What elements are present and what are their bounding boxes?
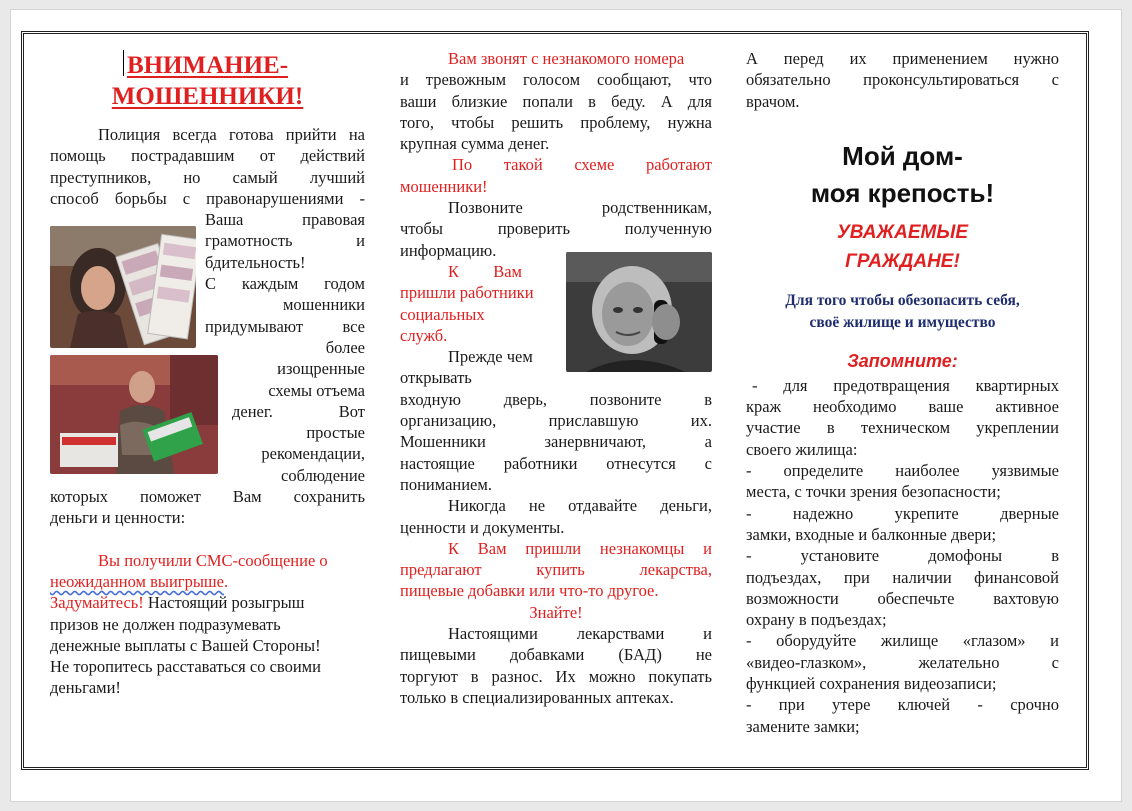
bullet-line: - для предотвращения квартирных: [752, 375, 1059, 395]
meds-line: пищевыми добавками (БАД) не: [400, 645, 712, 665]
dear-citizens-heading: УВАЖАЕМЫЕ ГРАЖДАНЕ!: [836, 221, 969, 272]
bullet-line: своего жилища:: [746, 439, 858, 459]
column-1: [50, 50, 365, 699]
meds-line: только в специализированных аптеках.: [400, 687, 674, 707]
wrapped-text-block-2: [50, 294, 365, 337]
door-line: организацию, приславшую их.: [400, 411, 712, 431]
text-line: которых поможет Вам сохранить: [50, 487, 365, 507]
strangers-line: предлагают купить лекарства,: [400, 560, 712, 580]
intro-line: Полиция всегда готова прийти на: [98, 125, 365, 144]
prize-line: денежные выплаты с Вашей Стороны!: [50, 635, 321, 655]
intro-line: помощь пострадавшим от действий: [50, 146, 365, 166]
call-line: и тревожным голосом сообщают, что: [400, 70, 712, 90]
bullet-line: функцией сохранения видеозаписи;: [746, 674, 997, 694]
wrapped-line: более: [325, 337, 365, 357]
strangers-line: пищевые добавки или что-то другое.: [400, 581, 659, 601]
warning-heading: ВНИМАНИЕ- МОШЕННИКИ!: [111, 52, 304, 110]
bullet-line: замки, входные и балконные двери;: [746, 524, 997, 544]
bullet-line: - оборудуйте жилище «глазом» и: [746, 631, 1059, 651]
continuation-line: врачом.: [746, 91, 800, 111]
prize-line: Задумайтесь! Настоящий розыгрыш: [50, 593, 305, 613]
protect-subtitle: Для того чтобы обезопасить себя, своё жилище и имущество: [785, 291, 1020, 331]
column-3: [746, 48, 1059, 737]
meds-line: Настоящими лекарствами и: [448, 624, 712, 644]
sms-line: Вы получили СМС-сообщение о: [98, 550, 328, 570]
call-line: крупная сумма денег.: [400, 134, 550, 154]
bullet-line: подъездах, при наличии финансовой: [746, 567, 1059, 587]
prize-line: призов не должен подразумевать: [50, 614, 281, 634]
social-line: социальных: [400, 304, 485, 324]
door-line: входную дверь, позвоните в: [400, 389, 712, 409]
door-line: открывать: [400, 368, 472, 388]
strangers-line: К Вам пришли незнакомцы и: [448, 538, 712, 558]
wrapped-line: придумывают все: [205, 316, 365, 336]
wrapped-line: изощренные: [277, 359, 365, 379]
never-line: Никогда не отдавайте деньги,: [448, 496, 712, 516]
call-line: Вам звонят с незнакомого номера: [448, 49, 685, 68]
social-line: пришли работники: [400, 283, 534, 303]
wrapped-line: мошенники: [282, 295, 365, 315]
intro-line: преступников, но самый лучший: [50, 167, 365, 187]
bullet-line: - установите домофоны в: [746, 546, 1059, 566]
never-line: ценности и документы.: [400, 517, 565, 537]
bullet-line: замените замки;: [746, 716, 860, 736]
continuation-line: А перед их применением нужно: [746, 49, 1059, 68]
intro-line: способ борьбы с правонарушениями -: [50, 188, 365, 208]
door-line: Прежде чем: [448, 347, 533, 367]
prize-line: Не торопитесь расставаться со своими: [50, 657, 321, 677]
column-2: [400, 48, 712, 708]
bullet-line: - определите наиболее уязвимые: [746, 461, 1059, 481]
text-line: деньги и ценности:: [50, 508, 186, 528]
wrapped-line: соблюдение: [281, 465, 365, 485]
wrapped-line: грамотность и: [205, 231, 365, 251]
bullet-line: места, с точки зрения безопасности;: [746, 482, 1001, 502]
door-line: настоящие работники отнесутся с: [400, 453, 712, 473]
wrapped-line: бдительность!: [205, 252, 306, 272]
relatives-line: чтобы проверить полученную: [400, 219, 712, 239]
sms-line: неожиданном выигрыше.: [50, 571, 229, 591]
meds-line: торгуют в разнос. Их можно покупать: [400, 666, 712, 686]
wrapped-line: рекомендации,: [261, 444, 365, 464]
relatives-line: Позвоните родственникам,: [448, 198, 712, 218]
scheme-line: По такой схеме работают: [452, 155, 712, 175]
wrapped-line: простые: [306, 423, 365, 443]
wrapped-line: денег. Вот: [232, 401, 365, 421]
scheme-line: мошенники!: [400, 176, 488, 196]
call-line: ваши близкие попали в беду. А для: [400, 91, 712, 111]
social-workers-block: [400, 261, 552, 389]
social-line: К Вам: [448, 261, 522, 281]
know-label: Знайте!: [529, 602, 583, 622]
wrapped-text-block-3: [50, 337, 365, 486]
wrapped-line: С каждым годом: [205, 274, 365, 294]
social-line: служб.: [400, 325, 448, 345]
bullet-line: - надежно укрепите дверные: [746, 503, 1059, 523]
bullet-line: охрану в подъездах;: [746, 610, 887, 630]
call-line: того, чтобы решить проблему, нужна: [400, 112, 712, 132]
bullet-line: участие в техническом укреплении: [746, 418, 1059, 438]
bullet-line: возможности обеспечьте вахтовую: [746, 588, 1059, 608]
continuation-line: обязательно проконсультироваться с: [746, 70, 1059, 90]
prize-line: деньгами!: [50, 678, 121, 698]
bullet-line: краж необходимо ваше активное: [746, 397, 1059, 417]
wrapped-line: схемы отъема: [268, 380, 365, 400]
remember-heading: Запомните:: [847, 350, 958, 371]
wrapped-text-block-1: [50, 209, 365, 294]
door-line: Мошенники занервничают, а: [400, 432, 712, 452]
relatives-line: информацию.: [400, 240, 497, 260]
bullet-line: «видео-глазком», желательно с: [746, 652, 1059, 672]
wrapped-line: Ваша правовая: [205, 210, 365, 230]
bullet-line: - при утере ключей - срочно: [746, 695, 1059, 715]
door-line: пониманием.: [400, 474, 492, 494]
home-fortress-title: Мой дом- моя крепость!: [810, 140, 995, 208]
